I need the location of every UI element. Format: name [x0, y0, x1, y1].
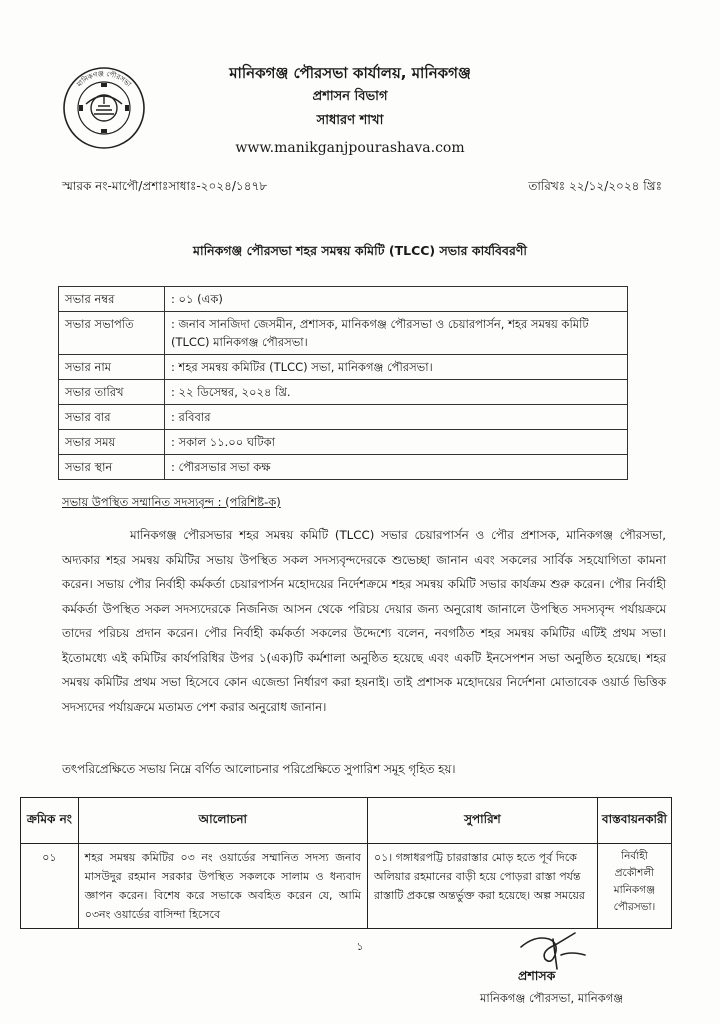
department-name: প্রশাসন বিভাগ [312, 89, 388, 104]
info-row [59, 287, 628, 312]
header-implementer: বাস্তবায়নকারী [597, 798, 671, 844]
page-number: ১ [356, 940, 364, 953]
meeting-info-table [58, 286, 628, 480]
info-value: : সকাল ১১.০০ ঘটিকা [165, 430, 628, 455]
info-value: : শহর সমন্বয় কমিটির (TLCC) সভা, মানিকগঞ্জ পৌরসভা। [165, 355, 628, 380]
header-discussion: আলোচনা [78, 798, 367, 844]
info-row [59, 405, 628, 430]
memo-date: তারিখঃ ২২/১২/২০২৪ খ্রিঃ [528, 179, 662, 193]
info-key: সভার নম্বর [59, 287, 165, 312]
header-serial: ক্রমিক নং [21, 798, 79, 844]
cell-discussion: শহর সমন্বয় কমিটির ০৩ নং ওয়ার্ডের সম্মানিত সদস্য জনাব মাসউদুর রহমান সরকার উপস্থিত সকলকে সালাম ও ধন্যবাদ জ্ঞাপন করেন। বিশেষ করে সভাকে অবহিত করেন যে, আমি ০৩নং ওয়ার্ডের বাসিন্দা হিসেবে [78, 844, 367, 929]
decisions-table [20, 797, 672, 929]
info-key: সভার তারিখ [59, 380, 165, 405]
signatory-title: প্রশাসক [518, 968, 556, 983]
svg-text:মানিকগঞ্জ পৌরসভা: মানিকগঞ্জ পৌরসভা [75, 69, 133, 89]
table-header-row [21, 798, 672, 844]
cell-recommendation: ০১। গঙ্গাধরপট্টি চাররাস্তার মোড় হতে পূর্ব দিকে অলিয়ার রহমানের বাড়ী হয়ে পোড়রা রাস্তা পর্যন্ত রাস্তাটি প্রকল্পে অন্তর্ভুক্ত করা হয়েছে। অল্প সময়ের [367, 844, 597, 929]
table-row [21, 844, 672, 929]
info-row [59, 355, 628, 380]
info-key: সভার বার [59, 405, 165, 430]
info-value: : পৌরসভার সভা কক্ষ [165, 455, 628, 480]
info-value: : ০১ (এক) [165, 287, 628, 312]
info-key: সভার সভাপতি [59, 312, 165, 355]
document-title: মানিকগঞ্জ পৌরসভা শহর সমন্বয় কমিটি (TLCC) সভার কার্যবিবরণী [193, 243, 527, 258]
cell-serial: ০১ [21, 844, 79, 929]
info-row [59, 430, 628, 455]
memo-number: স্মারক নং-মাপৌ/প্রশাঃসাধাঃ-২০২৪/১৪৭৮ [62, 179, 268, 193]
info-key: সভার স্থান [59, 455, 165, 480]
info-value: : জনাব সানজিদা জেসমীন, প্রশাসক, মানিকগঞ্জ পৌরসভা ও চেয়ারপার্সন, শহর সমন্বয় কমিটি (TLCC) মানিকগঞ্জ পৌরসভা। [165, 312, 628, 355]
attendance-note: সভায় উপস্থিত সম্মানিত সদস্যবৃন্দ : (পরিশিষ্ট-ক) [62, 495, 281, 509]
info-row [59, 455, 628, 480]
recommendation-intro: তৎপরিপ্রেক্ষিতে সভায় নিম্নে বর্ণিত আলোচনার পরিপ্রেক্ষিতে সুপারিশ সমূহ গৃহিত হয়। [62, 762, 456, 776]
info-value: : ২২ ডিসেম্বর, ২০২৪ খ্রি. [165, 380, 628, 405]
info-value: : রবিবার [165, 405, 628, 430]
info-row [59, 380, 628, 405]
header-recommendation: সুপারিশ [367, 798, 597, 844]
info-row [59, 312, 628, 355]
info-key: সভার নাম [59, 355, 165, 380]
website-link[interactable]: www.manikganjpourashava.com [235, 140, 465, 156]
office-name: মানিকগঞ্জ পৌরসভা কার্যালয়, মানিকগঞ্জ [229, 64, 471, 82]
info-key: সভার সময় [59, 430, 165, 455]
signatory-org: মানিকগঞ্জ পৌরসভা, মানিকগঞ্জ [480, 991, 624, 1005]
cell-implementer: নির্বাহী প্রকৌশলী মানিকগঞ্জ পৌরসভা। [597, 844, 671, 929]
letterhead [150, 62, 550, 158]
municipality-seal-icon [62, 66, 146, 150]
intro-paragraph: মানিকগঞ্জ পৌরসভার শহর সমন্বয় কমিটি (TLCC) সভার চেয়ারপার্সন ও পৌর প্রশাসক, মানিকগঞ্জ পৌরসভা, অদ্যকার শহর সমন্বয় কমিটির সভায় উপস্থিত সকল সদস্যবৃন্দদেরকে শুভেচ্ছা জানান এবং সকলের সার্বিক সহযোগিতা কামনা করেন। সভায় পৌর নির্বাহী কর্মকর্তা চেয়ারপার্সন মহোদয়ের নির্দেশক্রমে শহর সমন্বয় কমিটি সভার কার্যক্রম শুরু করেন। পৌর নির্বাহী কর্মকর্তা উপস্থিত সকল সদস্যদেরকে নিজনিজ আসন থেকে পরিচয় দেয়ার জন্য অনুরোধ জানালে উপস্থিত সদস্যবৃন্দ পর্যায়ক্রমে তাদের পরিচয় প্রদান করেন। পৌর নির্বাহী কর্মকর্তা সকলের উদ্দেশ্যে বলেন, নবগঠিত শহর সমন্বয় কমিটির এটিই প্রথম সভা। ইতোমধ্যে এই কমিটির কার্যপরিধির উপর ১(এক)টি কর্মশালা অনুষ্ঠিত হয়েছে এবং একটি ইনসেপশন সভা অনুষ্ঠিত হয়েছে। শহর সমন্বয় কমিটির প্রথম সভা হিসেবে কোন এজেন্ডা নির্ধারণ করা হয়নাই। তাই প্রশাসক মহোদয়ের নির্দেশনা মোতাবেক ওয়ার্ড ভিত্তিক সদস্যদের পর্যায়ক্রমে মতামত পেশ করার অনুরোধ জানান। [62, 528, 666, 714]
branch-name: সাধারণ শাখা [316, 113, 384, 128]
